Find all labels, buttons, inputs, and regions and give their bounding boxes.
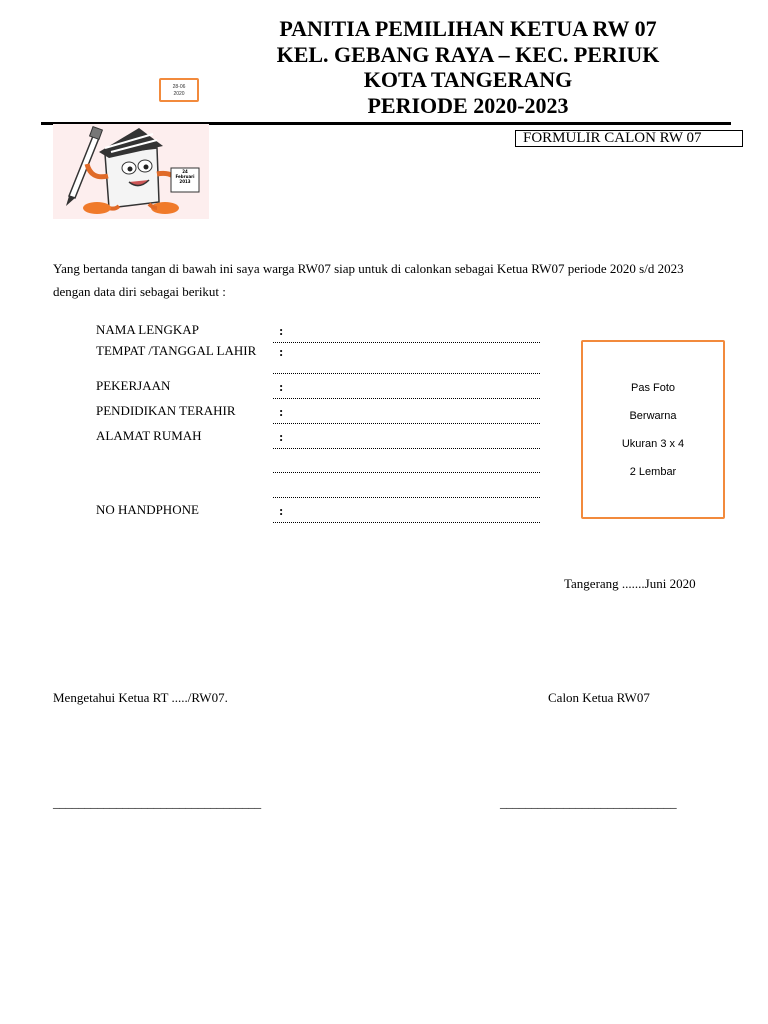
mascot-calendar-line-3: 2013	[179, 179, 191, 184]
signature-label-rt: Mengetahui Ketua RT ...../RW07.	[53, 690, 228, 705]
field-line-tempat-tanggal-lahir[interactable]	[273, 373, 540, 374]
signature-line-rt[interactable]: _________________________________	[53, 795, 261, 810]
field-line-alamat-2[interactable]	[273, 472, 540, 473]
field-colon: :	[279, 379, 284, 394]
header-line-3: KOTA TANGERANG	[363, 67, 573, 92]
mascot-logo	[53, 124, 209, 219]
field-colon: :	[279, 503, 284, 518]
field-line-alamat-3[interactable]	[273, 497, 540, 498]
date-stamp	[159, 78, 199, 102]
date-stamp-line-1: 28-06	[172, 84, 186, 90]
header-line-4: PERIODE 2020-2023	[367, 93, 569, 118]
place-date: Tangerang .......Juni 2020	[564, 576, 696, 591]
form-title-box: FORMULIR CALON RW 07	[515, 130, 743, 147]
field-label-nama: NAMA LENGKAP	[96, 322, 199, 337]
photo-line-3: Ukuran 3 x 4	[621, 438, 685, 450]
field-colon: :	[279, 404, 284, 419]
photo-line-4: 2 Lembar	[629, 466, 677, 478]
field-colon: :	[279, 429, 284, 444]
intro-paragraph: Yang bertanda tangan di bawah ini saya warga RW07 siap untuk di calonkan sebagai Ketua RW07 periode 2020 s/d 2023 dengan data diri sebagai berikut :	[53, 261, 684, 299]
field-colon: :	[279, 344, 284, 359]
mascot-calendar-line-2: Februari	[175, 174, 195, 179]
photo-line-1: Pas Foto	[630, 382, 676, 394]
field-label-tempat-tanggal-lahir: TEMPAT /TANGGAL LAHIR	[96, 343, 257, 358]
field-label-alamat: ALAMAT RUMAH	[96, 428, 202, 443]
field-line-nama[interactable]	[273, 342, 540, 343]
field-line-pendidikan[interactable]	[273, 423, 540, 424]
field-line-handphone[interactable]	[273, 522, 540, 523]
date-stamp-line-2: 2020	[173, 91, 185, 97]
field-label-pendidikan: PENDIDIKAN TERAHIR	[96, 403, 236, 418]
field-line-pekerjaan[interactable]	[273, 398, 540, 399]
field-label-handphone: NO HANDPHONE	[96, 502, 199, 517]
photo-placeholder-box	[581, 340, 725, 519]
field-line-alamat-1[interactable]	[273, 448, 540, 449]
signature-label-candidate: Calon Ketua RW07	[548, 690, 650, 705]
field-label-pekerjaan: PEKERJAAN	[96, 378, 171, 393]
field-colon: :	[279, 323, 284, 338]
header-line-2: KEL. GEBANG RAYA – KEC. PERIUK	[276, 42, 660, 67]
mascot-calendar	[171, 169, 199, 184]
signature-line-candidate[interactable]: ____________________________	[500, 795, 677, 810]
mascot-calendar-line-1: 24	[182, 169, 188, 174]
header-line-1: PANITIA PEMILIHAN KETUA RW 07	[279, 16, 657, 41]
photo-line-2: Berwarna	[629, 410, 677, 422]
